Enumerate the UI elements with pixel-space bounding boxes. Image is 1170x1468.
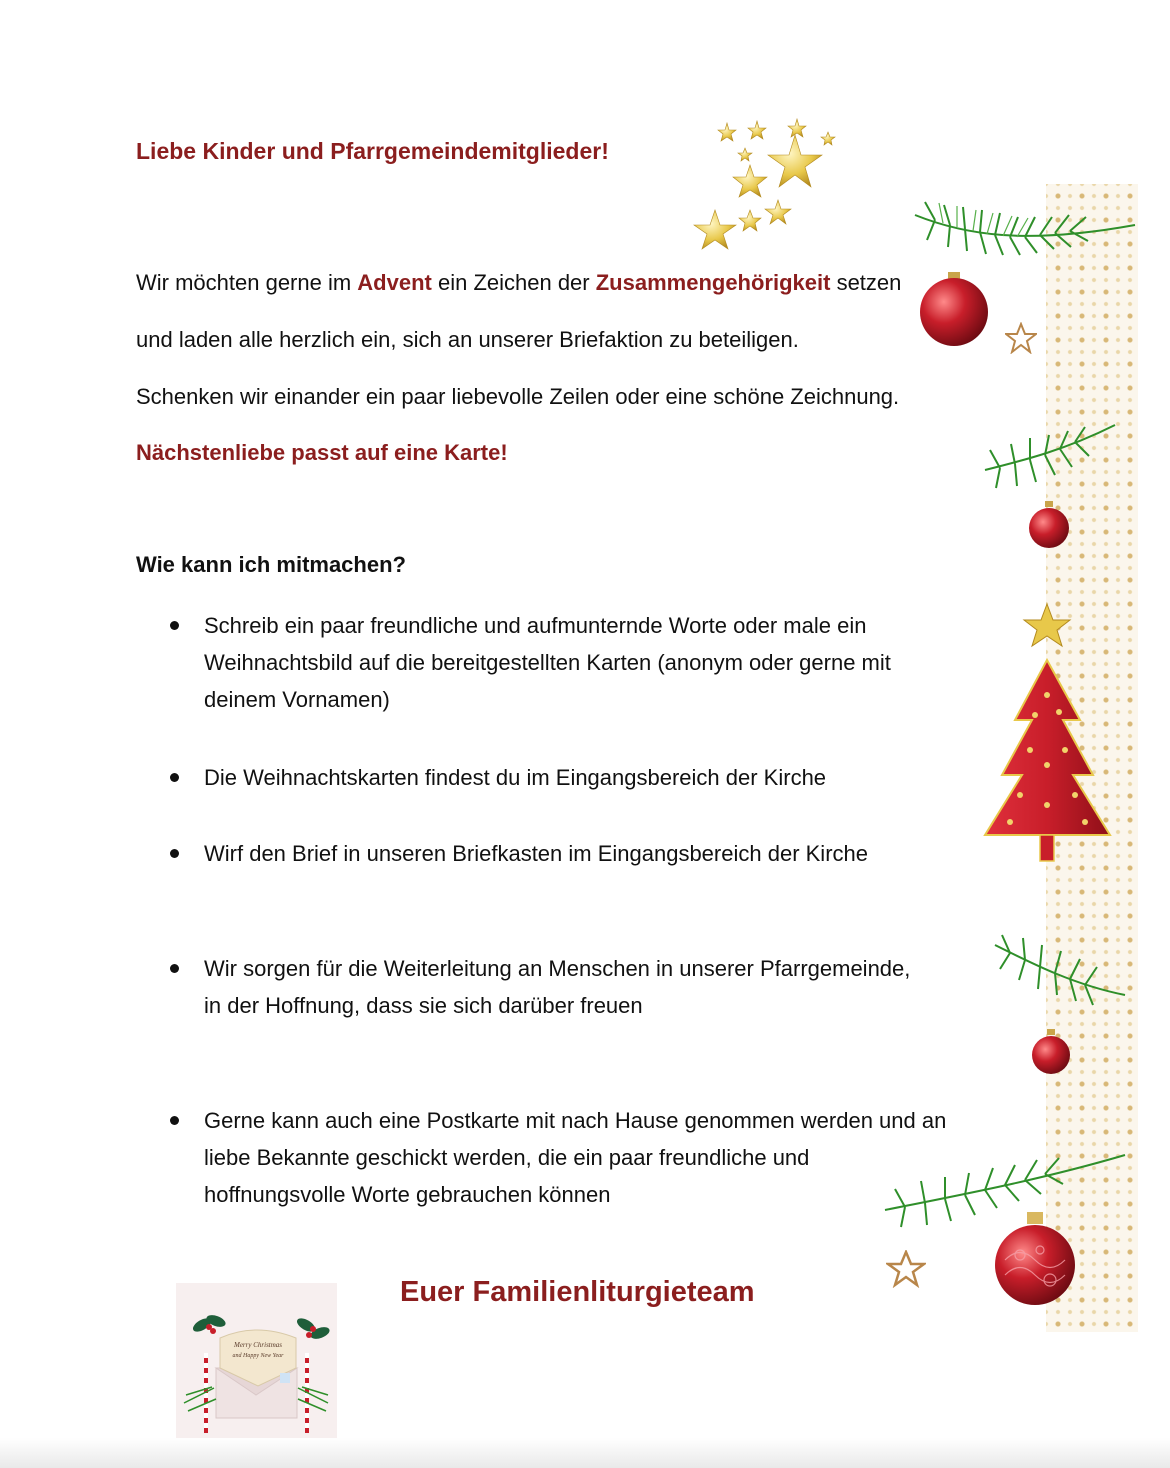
- christmas-card-icon: [176, 1283, 337, 1445]
- page-bottom-shadow: [0, 1438, 1170, 1468]
- bullet-dot-icon: [170, 964, 179, 973]
- intro-line-1-post: setzen: [830, 270, 902, 295]
- star-outline-icon: [886, 1250, 926, 1288]
- bauble-icon: [915, 270, 995, 350]
- zusammengehoerigkeit-highlight: Zusammengehörigkeit: [595, 270, 831, 295]
- intro-line-1: [136, 270, 901, 296]
- bullet-line: Die Weihnachtskarten findest du im Eingangsbereich der Kirche: [204, 765, 827, 790]
- star-outline-icon: [1005, 322, 1037, 354]
- bullet-line: Wirf den Brief in unseren Briefkasten im Eingangsbereich der Kirche: [204, 841, 868, 866]
- list-item: [170, 607, 1000, 718]
- bullet-line: Gerne kann auch eine Postkarte mit nach Hause genommen werden und an: [204, 1108, 947, 1133]
- advent-highlight: Advent: [357, 270, 432, 295]
- bullet-line: Schreib ein paar freundliche und aufmunternde Worte oder male ein: [204, 613, 867, 638]
- list-item: [170, 835, 1000, 872]
- bauble-icon: [990, 1210, 1080, 1310]
- intro-line-3: Schenken wir einander ein paar liebevolle Zeilen oder eine schöne Zeichnung.: [136, 384, 900, 409]
- bullet-line: liebe Bekannte geschickt werden, die ein paar freundliche und: [204, 1145, 810, 1170]
- signature: Euer Familienliturgieteam: [400, 1276, 755, 1308]
- card-text-line-2: and Happy New Year: [232, 1353, 284, 1359]
- bullet-dot-icon: [170, 1116, 179, 1125]
- bauble-icon: [1026, 500, 1072, 550]
- greeting-heading: Liebe Kinder und Pfarrgemeindemitglieder!: [136, 138, 609, 164]
- bullet-line: hoffnungsvolle Worte gebrauchen können: [204, 1182, 611, 1207]
- intro-line-1-mid: ein Zeichen der: [431, 270, 596, 295]
- bullet-line: Weihnachtsbild auf die bereitgestellten Karten (anonym oder gerne mit: [204, 650, 891, 675]
- christmas-card-illustration: [176, 1283, 337, 1445]
- bullet-line: deinem Vornamen): [204, 687, 390, 712]
- bullet-dot-icon: [170, 621, 179, 630]
- how-to-heading: Wie kann ich mitmachen?: [136, 552, 406, 577]
- bullet-line: in der Hoffnung, dass sie sich darüber freuen: [204, 993, 643, 1018]
- list-item: [170, 950, 1000, 1024]
- intro-line-1-pre: Wir möchten gerne im: [136, 270, 358, 295]
- card-text-line-1: Merry Christmas: [233, 1341, 283, 1349]
- bullet-line: Wir sorgen für die Weiterleitung an Menschen in unserer Pfarrgemeinde,: [204, 956, 911, 981]
- stars-icon: [690, 115, 840, 255]
- intro-line-2: und laden alle herzlich ein, sich an unserer Briefaktion zu beteiligen.: [136, 327, 799, 352]
- fir-branch-icon: [985, 925, 1135, 1045]
- bauble-icon: [1028, 1028, 1074, 1076]
- motto-line: Nächstenliebe passt auf eine Karte!: [136, 440, 508, 465]
- list-item: [170, 1102, 1000, 1213]
- bullet-dot-icon: [170, 849, 179, 858]
- list-item: [170, 759, 1000, 796]
- bullet-dot-icon: [170, 773, 179, 782]
